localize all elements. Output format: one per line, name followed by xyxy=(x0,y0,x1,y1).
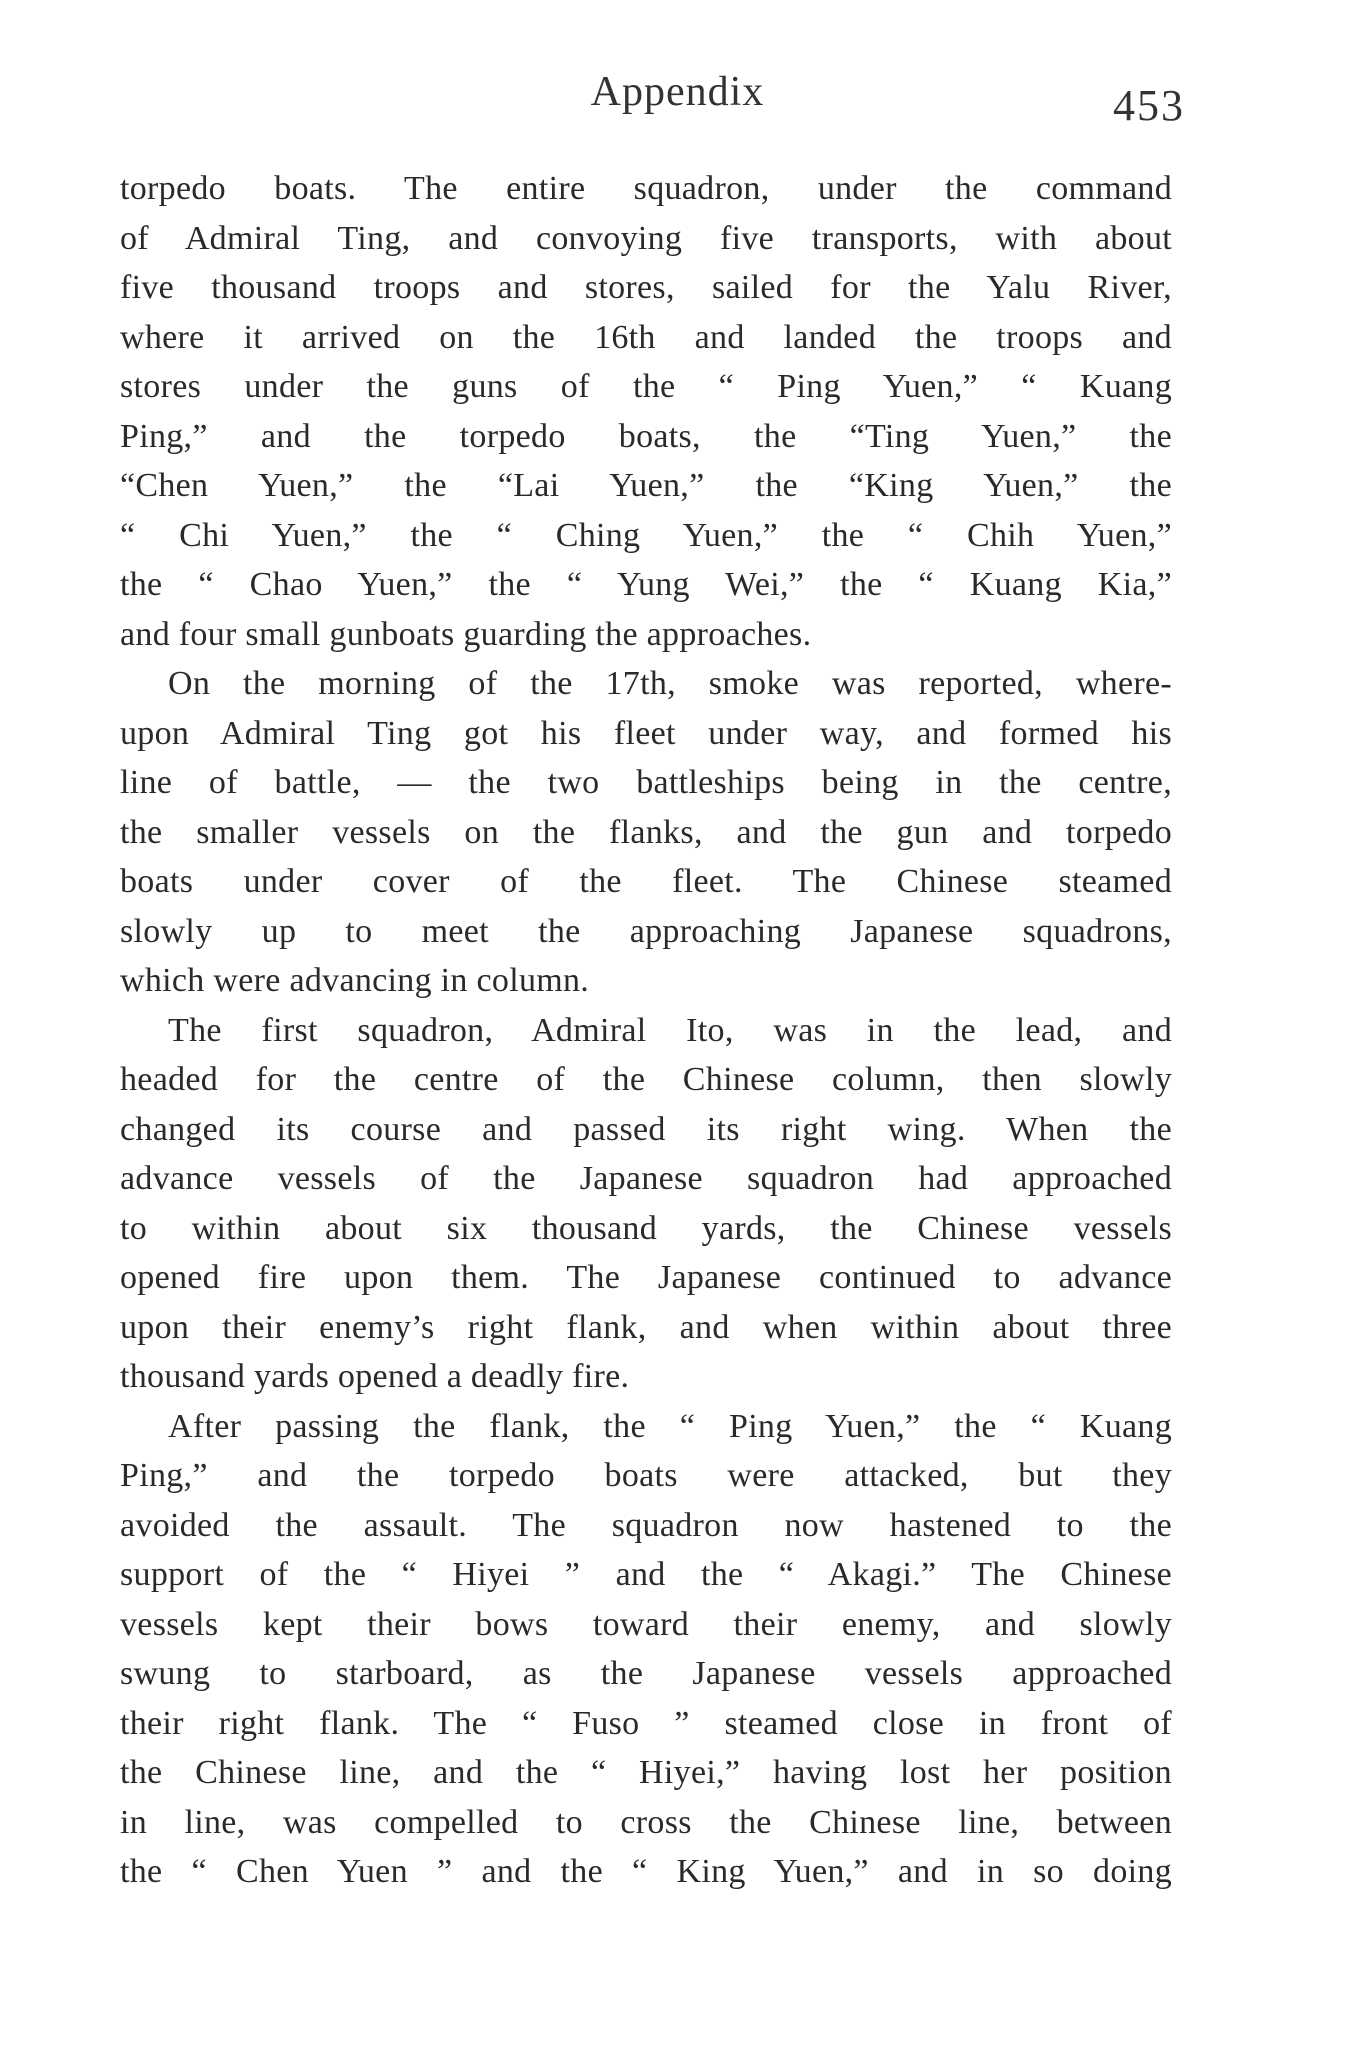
text-line: changed its course and passed its right wing. When the xyxy=(120,1110,1172,1148)
text-line: to within about six thousand yards, the Chinese vessels xyxy=(120,1209,1172,1247)
text-line: the smaller vessels on the flanks, and the gun and torpedo xyxy=(120,813,1172,851)
text-line: boats under cover of the fleet. The Chinese steamed xyxy=(120,863,1172,900)
text-line: headed for the centre of the Chinese column, then slowly xyxy=(120,1061,1172,1098)
text-line: Ping,” and the torpedo boats, the “Ting Yuen,” the xyxy=(120,417,1172,455)
body-text xyxy=(120,164,1172,1897)
text-line: “ Chi Yuen,” the “ Ching Yuen,” the “ Chih Yuen,” xyxy=(120,516,1172,554)
text-line: vessels kept their bows toward their enemy, and slowly xyxy=(120,1605,1172,1643)
text-line: swung to starboard, as the Japanese vessels approached xyxy=(120,1655,1172,1692)
text-line: their right flank. The “ Fuso ” steamed close in front of xyxy=(120,1704,1172,1742)
text-line: “Chen Yuen,” the “Lai Yuen,” the “King Yuen,” the xyxy=(120,467,1172,504)
paragraph-first-line: After passing the flank, the “ Ping Yuen,” the “ Kuang xyxy=(168,1407,1172,1445)
text-line: Ping,” and the torpedo boats were attacked, but they xyxy=(120,1457,1172,1494)
text-line: the “ Chen Yuen ” and the “ King Yuen,” and in so doing xyxy=(120,1853,1172,1890)
text-line: support of the “ Hiyei ” and the “ Akagi.” The Chinese xyxy=(120,1556,1172,1593)
text-line: thousand yards opened a deadly fire. xyxy=(120,1358,630,1395)
text-line: avoided the assault. The squadron now hastened to the xyxy=(120,1506,1172,1544)
text-line: slowly up to meet the approaching Japanese squadrons, xyxy=(120,912,1172,950)
text-line: torpedo boats. The entire squadron, under the command xyxy=(120,170,1172,207)
text-line: in line, was compelled to cross the Chinese line, between xyxy=(120,1803,1172,1841)
text-line: five thousand troops and stores, sailed for the Yalu River, xyxy=(120,269,1172,306)
text-line: which were advancing in column. xyxy=(120,962,590,999)
page-number: 453 xyxy=(1113,81,1185,130)
text-line: upon their enemy’s right flank, and when within about three xyxy=(120,1308,1172,1346)
text-line: upon Admiral Ting got his fleet under way, and formed his xyxy=(120,714,1172,752)
running-head xyxy=(0,62,1355,132)
paragraph-first-line: On the morning of the 17th, smoke was reported, where- xyxy=(168,665,1172,702)
text-line: of Admiral Ting, and convoying five transports, with about xyxy=(120,219,1172,257)
text-line: the Chinese line, and the “ Hiyei,” having lost her position xyxy=(120,1754,1172,1791)
text-line: where it arrived on the 16th and landed the troops and xyxy=(120,318,1172,356)
text-line: the “ Chao Yuen,” the “ Yung Wei,” the “ Kuang Kia,” xyxy=(120,566,1172,603)
text-line: and four small gunboats guarding the approaches. xyxy=(120,615,812,653)
text-line: line of battle, — the two battleships being in the centre, xyxy=(120,764,1172,801)
running-title: Appendix xyxy=(590,69,765,115)
text-line: opened fire upon them. The Japanese continued to advance xyxy=(120,1259,1172,1296)
paragraph-first-line: The first squadron, Admiral Ito, was in the lead, and xyxy=(168,1011,1172,1049)
text-line: advance vessels of the Japanese squadron had approached xyxy=(120,1160,1172,1197)
text-line: stores under the guns of the “ Ping Yuen,” “ Kuang xyxy=(120,368,1172,405)
